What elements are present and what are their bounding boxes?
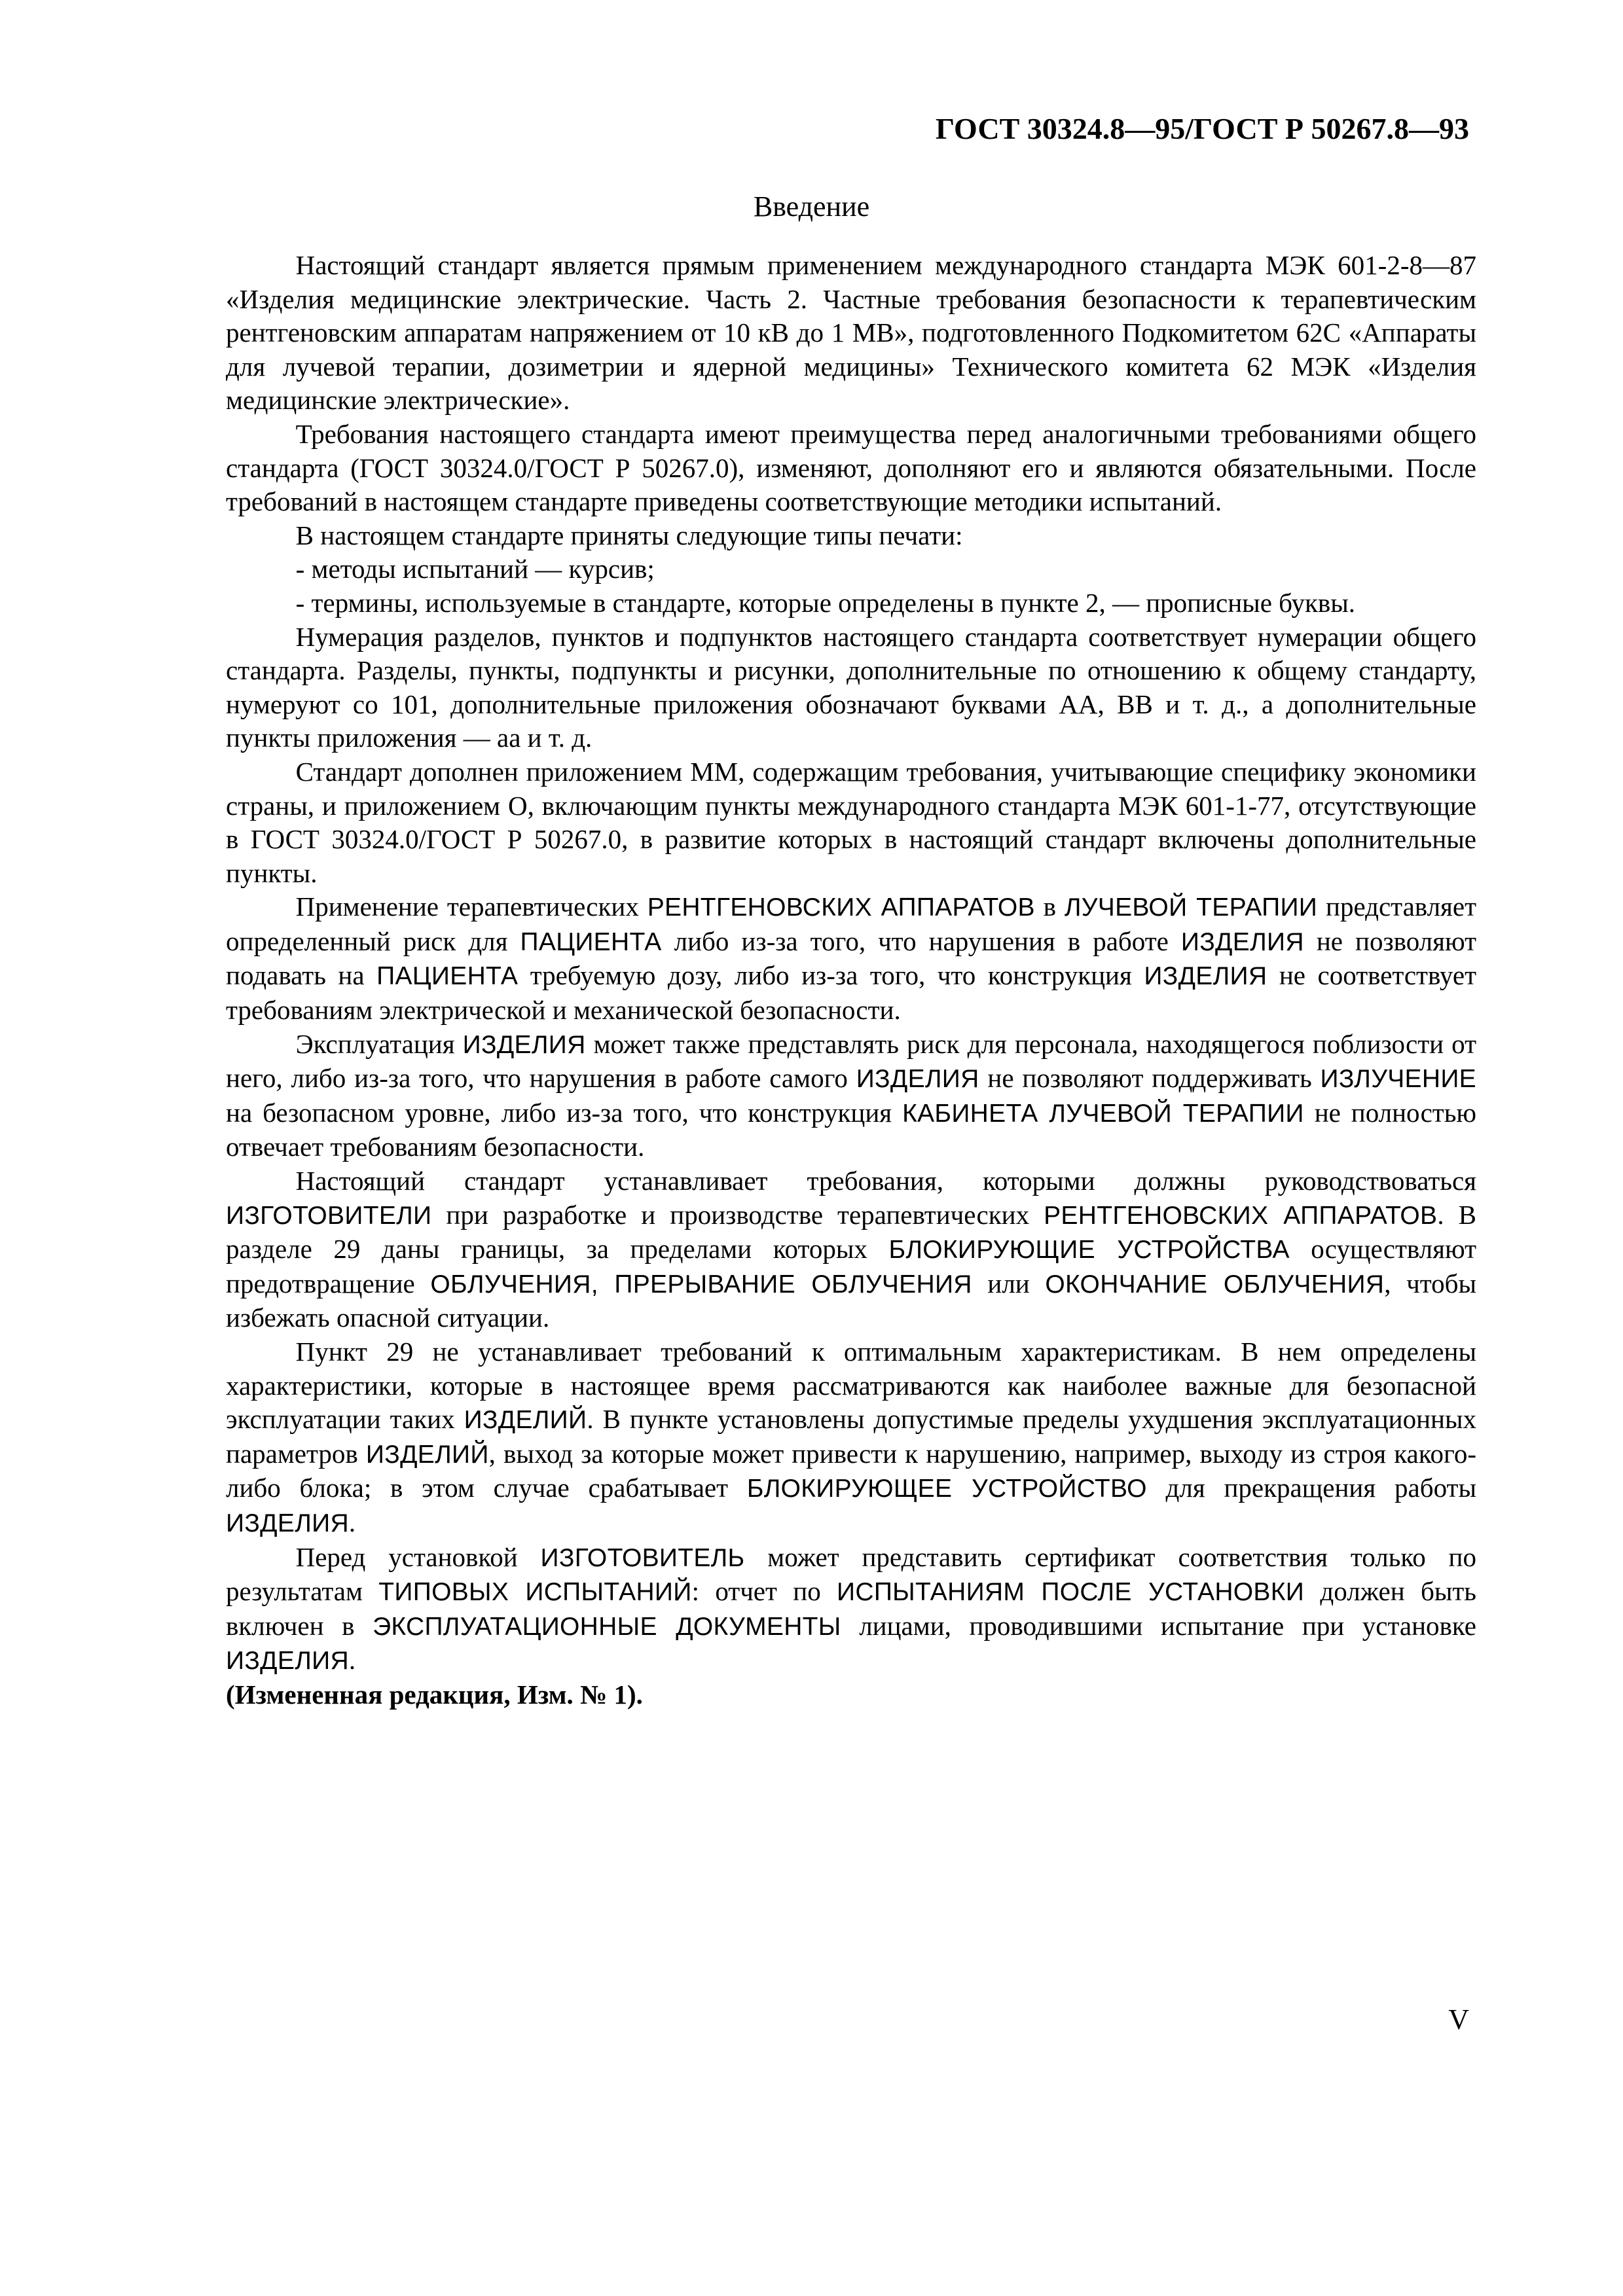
text-run: Настоящий стандарт устанавливает требования, которыми должны руководствоваться xyxy=(295,1166,1476,1196)
defined-term: ИЗДЕЛИЯ xyxy=(1144,962,1267,991)
defined-term: ИЗДЕЛИЙ xyxy=(464,1406,587,1435)
defined-term: ИЗДЕЛИЯ xyxy=(462,1030,586,1059)
text-run: . В разделе 29 даны границы, за пределами которых xyxy=(226,1199,1476,1265)
list-item-italic: - методы испытаний — курсив; xyxy=(295,554,655,584)
paragraph-manufacturers xyxy=(226,1164,1476,1335)
text-run: . xyxy=(348,1507,356,1537)
document-body xyxy=(226,249,1476,1712)
defined-term: ЛУЧЕВОЙ ТЕРАПИИ xyxy=(1064,893,1318,922)
defined-term: БЛОКИРУЮЩИЕ УСТРОЙСТВА xyxy=(888,1236,1290,1265)
defined-term: ОКОНЧАНИЕ ОБЛУЧЕНИЯ xyxy=(1045,1270,1385,1299)
text-run: не соответствует требованиям электрической и механической безопасности. xyxy=(226,960,1476,1026)
defined-term: ИСПЫТАНИЯМ ПОСЛЕ УСТАНОВКИ xyxy=(837,1578,1305,1607)
defined-term: ИЗДЕЛИЯ xyxy=(856,1065,979,1094)
defined-term: РЕНТГЕНОВСКИХ АППАРАТОВ xyxy=(647,893,1035,922)
defined-term: ИЗДЕЛИЯ xyxy=(226,1509,349,1537)
text-run: Пункт 29 не устанавливает требований к оптимальным характеристикам. В нем определены характеристики, которые в настоящее время рассматриваются как наиболее важные для безопасной эксплуатации таких xyxy=(226,1336,1476,1435)
amendment-note: (Измененная редакция, Изм. № 1). xyxy=(226,1679,643,1710)
paragraph-risk-personnel xyxy=(226,1028,1476,1164)
text-run: не позволяют поддерживать xyxy=(979,1063,1321,1094)
text-run: может также представлять риск для персонала, находящегося поблизости от него, либо из-за того, что нарушения в работе самого xyxy=(226,1028,1476,1094)
text-run: может представить сертификат соответствия только по результатам xyxy=(226,1541,1476,1607)
paragraph-certificate xyxy=(226,1541,1476,1678)
document-header: ГОСТ 30324.8—95/ГОСТ Р 50267.8—93 xyxy=(935,112,1469,145)
defined-term: ИЗГОТОВИТЕЛИ xyxy=(226,1201,432,1230)
defined-term: ТИПОВЫХ ИСПЫТАНИЙ xyxy=(378,1578,692,1607)
defined-term: ИЗДЕЛИЯ xyxy=(226,1647,349,1676)
paragraph-2: Требования настоящего стандарта имеют преимущества перед аналогичными требованиями общего стандарта (ГОСТ 30324.0/ГОСТ Р 50267.0), изменяют, дополняют его и являются обязательными. После требований в настоящем стандарте приведены соответствующие методики испытаний. xyxy=(226,418,1476,517)
defined-term: ИЗГОТОВИТЕЛЬ xyxy=(540,1543,745,1572)
text-run: : отчет по xyxy=(691,1576,837,1607)
paragraph-3: В настоящем стандарте приняты следующие типы печати: xyxy=(295,520,963,550)
paragraph-annexes: Стандарт дополнен приложением ММ, содержащим требования, учитывающие специфику экономики страны, и приложением О, включающим пункты международного стандарта МЭК 601-1-77, отсутствующие в ГОСТ 30324.0/ГОСТ Р 50267.0, в развитие которых в настоящий стандарт включены дополнительные пункты. xyxy=(226,756,1476,888)
text-run: Перед установкой xyxy=(295,1541,541,1572)
defined-term: БЛОКИРУЮЩЕЕ УСТРОЙСТВО xyxy=(746,1475,1147,1503)
text-run: должен быть включен в xyxy=(226,1576,1476,1641)
defined-term: ПАЦИЕНТА xyxy=(520,927,662,956)
paragraph-clause-29 xyxy=(226,1335,1476,1541)
text-run: , чтобы избежать опасной ситуации. xyxy=(226,1268,1477,1333)
defined-term: РЕНТГЕНОВСКИХ АППАРАТОВ xyxy=(1044,1201,1438,1230)
text-run: , выход за которые может привести к нарушению, например, выходу из строя какого-либо блока; в этом случае срабатывает xyxy=(226,1438,1476,1503)
text-run: для прекращения работы xyxy=(1146,1473,1476,1503)
defined-term: ПАЦИЕНТА xyxy=(376,962,519,991)
text-run: не позволяют подавать на xyxy=(226,925,1476,991)
text-run: . xyxy=(348,1645,356,1676)
paragraph-1: Настоящий стандарт является прямым применением международного стандарта МЭК 601-2-8—87 «Изделия медицинские электрические. Часть 2. Частные требования безопасности к терапевтическим рентгеновским аппаратам напряжением от 10 кВ до 1 МВ», подготовленного Подкомитетом 62С «Аппараты для лучевой терапии, дозиметрии и ядерной медицины» Технического комитета 62 МЭК «Изделия медицинские электрические». xyxy=(226,250,1476,416)
text-run: осуществляют предотвращение xyxy=(226,1234,1477,1299)
section-title: Введение xyxy=(753,190,870,223)
text-run: лицами, проводившими испытание при установке xyxy=(841,1610,1476,1641)
defined-term: ИЗЛУЧЕНИЕ xyxy=(1320,1065,1476,1094)
defined-term: ИЗДЕЛИЯ xyxy=(1180,927,1304,956)
text-run: либо из-за того, что нарушения в работе xyxy=(661,925,1181,956)
text-run: . В пункте установлены допустимые пределы ухудшения эксплуатационных параметров xyxy=(226,1404,1476,1469)
list-item-capitals: - термины, используемые в стандарте, которые определены в пункте 2, — прописные буквы. xyxy=(295,587,1356,618)
text-run: при разработке и производстве терапевтических xyxy=(431,1199,1044,1230)
text-run: требуемую дозу, либо из-за того, что конструкция xyxy=(518,960,1144,991)
paragraph-numbering: Нумерация разделов, пунктов и подпунктов настоящего стандарта соответствует нумерации общего стандарта. Разделы, пункты, подпункты и рисунки, дополнительные по отношению к общему стандарту, нумеруют со 101, дополнительные приложения обозначают буквами АА, ВВ и т. д., а дополнительные пункты приложения — аа и т. д. xyxy=(226,621,1476,753)
text-run: не полностью отвечает требованиям безопасности. xyxy=(226,1097,1477,1162)
defined-term: КАБИНЕТА ЛУЧЕВОЙ ТЕРАПИИ xyxy=(902,1099,1304,1128)
paragraph-risk-patient xyxy=(226,890,1476,1027)
text-run: или xyxy=(972,1268,1046,1299)
defined-term: ИЗДЕЛИЙ xyxy=(365,1440,489,1469)
defined-term: ЭКСПЛУАТАЦИОННЫЕ ДОКУМЕНТЫ xyxy=(373,1612,841,1641)
defined-term: ОБЛУЧЕНИЯ, ПРЕРЫВАНИЕ ОБЛУЧЕНИЯ xyxy=(430,1270,972,1299)
page-number: V xyxy=(1448,2003,1469,2036)
text-run: в xyxy=(1034,891,1065,922)
text-run: Применение терапевтических xyxy=(295,891,647,922)
text-run: представляет определенный риск для xyxy=(226,891,1477,956)
text-run: Эксплуатация xyxy=(295,1028,463,1059)
text-run: на безопасном уровне, либо из-за того, что конструкция xyxy=(226,1097,903,1128)
